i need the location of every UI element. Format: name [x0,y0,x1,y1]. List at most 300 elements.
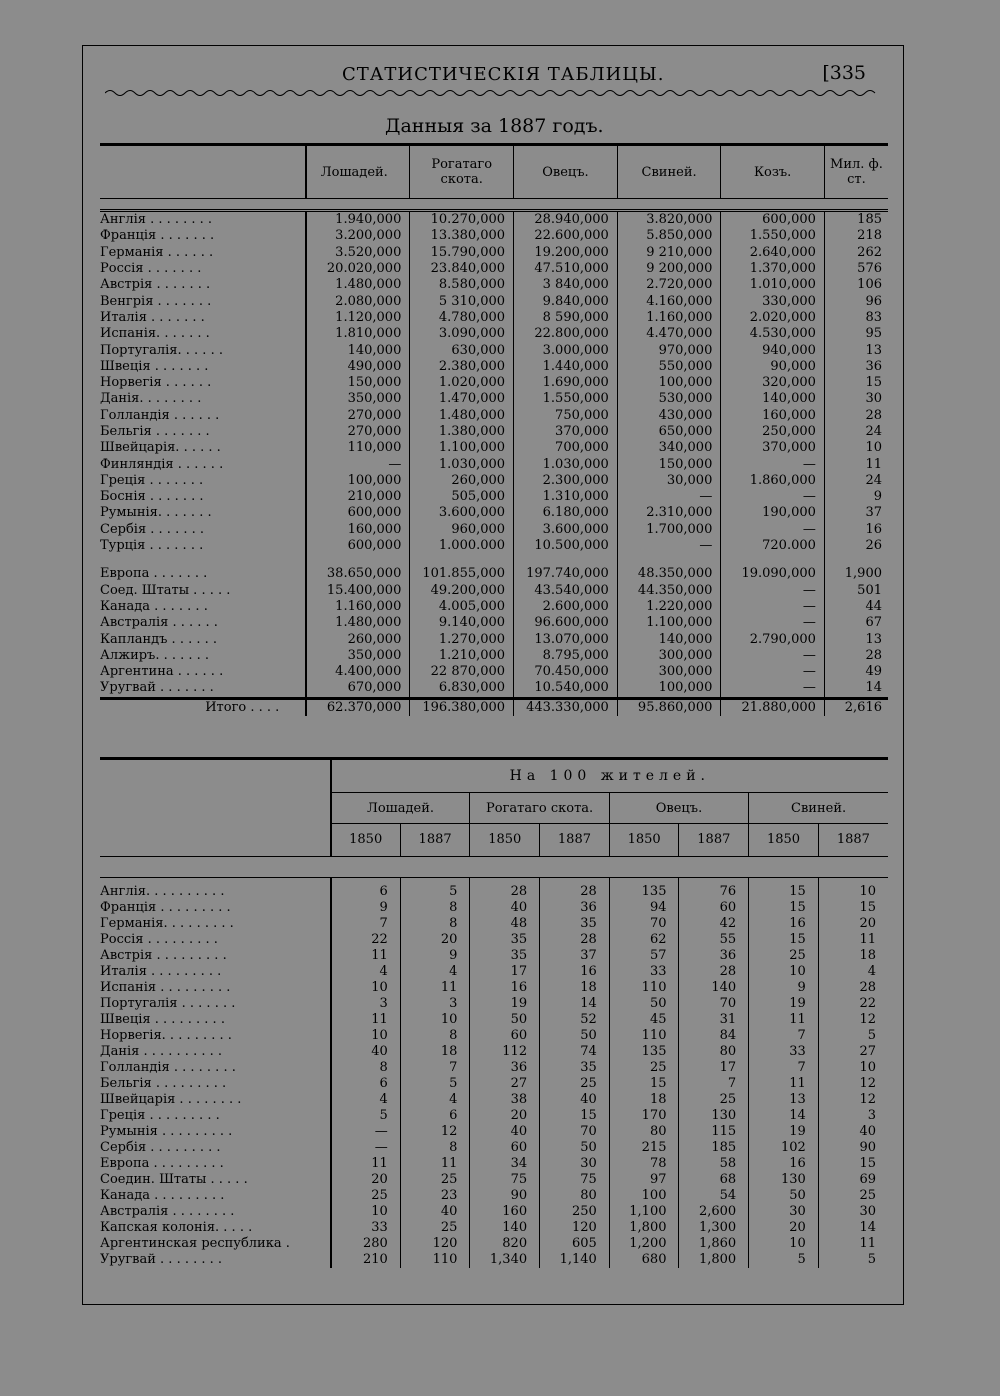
value-cell: 1.030,000 [410,456,514,472]
value-cell: 52 [540,1012,610,1028]
value-cell: 28.940,000 [514,211,618,229]
value-cell: 96 [824,293,888,309]
value-cell: 70 [609,916,679,932]
table-row [100,375,888,391]
country-name: Соедин. Штаты . . . . . [100,1171,248,1187]
value-cell: 35 [470,948,540,964]
value-cell: 6.830,000 [410,680,514,698]
value-cell: 10.500,000 [514,538,618,554]
value-cell: 3 [331,996,401,1012]
table-row [100,211,888,229]
value-cell: 370,000 [721,440,825,456]
value-cell: 40 [818,1124,888,1140]
country-name: Бельгія . . . . . . . [100,424,210,439]
value-cell: 110 [609,1028,679,1044]
year-header: 1850 [749,824,819,857]
value-cell: 80 [679,1044,749,1060]
value-cell: 1.470,000 [410,391,514,407]
value-cell: 1.030,000 [514,456,618,472]
value-cell: 97 [609,1172,679,1188]
table-row [100,1156,888,1172]
value-cell: 1,900 [824,566,888,582]
value-cell: 75 [470,1172,540,1188]
value-cell: 12 [818,1092,888,1108]
value-cell: 1.100,000 [617,615,721,631]
value-cell: 170 [609,1108,679,1124]
table-row [100,583,888,599]
value-cell: — [721,489,825,505]
value-cell: 40 [400,1204,470,1220]
value-cell: 160,000 [306,522,410,538]
value-cell: 37 [540,948,610,964]
table-row [100,342,888,358]
value-cell: 4.160,000 [617,293,721,309]
value-cell: 1.700,000 [617,522,721,538]
value-cell: 10.540,000 [514,680,618,698]
value-cell: 49.200,000 [410,583,514,599]
value-cell: 8 [400,900,470,916]
value-cell: 9 [400,948,470,964]
table-row [100,1236,888,1252]
value-cell: 1.000.000 [410,538,514,554]
value-cell: 35 [540,1060,610,1076]
value-cell: 33 [331,1220,401,1236]
value-cell: 19 [749,1124,819,1140]
table-row [100,359,888,375]
value-cell: 2.300,000 [514,473,618,489]
table-row [100,1188,888,1204]
value-cell: 30 [540,1156,610,1172]
value-cell: 48 [470,916,540,932]
value-cell: 2.080,000 [306,293,410,309]
table-row [100,1172,888,1188]
value-cell: 14 [818,1220,888,1236]
value-cell: 19.090,000 [721,566,825,582]
value-cell: 50 [470,1012,540,1028]
value-cell: 4.780,000 [410,310,514,326]
value-cell: 5 [818,1252,888,1268]
value-cell: 25 [400,1220,470,1236]
value-cell: 4.470,000 [617,326,721,342]
value-cell: 34 [470,1156,540,1172]
col-goats: Козъ. [721,145,825,199]
country-name: Канада . . . . . . . [100,598,208,614]
value-cell: 1,100 [609,1204,679,1220]
value-cell: 100,000 [306,473,410,489]
table-row [100,1124,888,1140]
value-cell: 38.650,000 [306,566,410,582]
value-cell: 112 [470,1044,540,1060]
value-cell: 11 [818,932,888,948]
value-cell: 22.600,000 [514,228,618,244]
value-cell: 78 [609,1156,679,1172]
value-cell: 1.010,000 [721,277,825,293]
table-row [100,996,888,1012]
value-cell: 2.020,000 [721,310,825,326]
table-row [100,615,888,631]
group-horses: Лошадей. [331,793,470,824]
value-cell: 37 [824,505,888,521]
table-row [100,1220,888,1236]
table-row [100,1108,888,1124]
value-cell: 3.820,000 [617,211,721,229]
value-cell: 110 [609,980,679,996]
table-row [100,980,888,996]
value-cell: 5 310,000 [410,293,514,309]
value-cell: 40 [470,900,540,916]
value-cell: 6 [400,1108,470,1124]
country-name: Сербія . . . . . . . [100,521,204,537]
value-cell: 25 [818,1188,888,1204]
value-cell: 5 [818,1028,888,1044]
value-cell: 28 [818,980,888,996]
value-cell: 1,800 [679,1252,749,1268]
col-cattle: Рогатаго скота. [410,145,514,199]
value-cell: 5 [331,1108,401,1124]
value-cell: 18 [400,1044,470,1060]
country-name: Швейцарія . . . . . . . . [100,1091,242,1107]
value-cell: 1,800 [609,1220,679,1236]
value-cell: 16 [749,916,819,932]
value-cell: 20 [818,916,888,932]
value-cell: 9 200,000 [617,261,721,277]
value-cell: 10 [331,1204,401,1220]
value-cell: 960,000 [410,522,514,538]
country-name: Франція . . . . . . . . . [100,899,231,915]
value-cell: 9 [824,489,888,505]
value-cell: 330,000 [721,293,825,309]
country-name: Турція . . . . . . . [100,538,204,554]
year-header: 1850 [470,824,540,857]
country-name: Норвегія . . . . . . [100,375,212,391]
group-cattle: Рогатаго скота. [470,793,609,824]
value-cell: 3.000,000 [514,342,618,358]
value-cell: 1.100,000 [410,440,514,456]
value-cell: 14 [824,680,888,698]
value-cell: 30 [749,1204,819,1220]
value-cell: 280 [331,1236,401,1252]
header-blank [100,145,306,199]
value-cell: 262 [824,245,888,261]
value-cell: 17 [470,964,540,980]
value-cell: 3 840,000 [514,277,618,293]
value-cell: 38 [470,1092,540,1108]
value-cell: 28 [824,408,888,424]
value-cell: 215 [609,1140,679,1156]
value-cell: — [721,615,825,631]
value-cell: 185 [679,1140,749,1156]
group-pigs: Свиней. [749,793,888,824]
value-cell: 4.530,000 [721,326,825,342]
running-title: СТАТИСТИЧЕСКІЯ ТАБЛИЦЫ. [342,64,665,85]
value-cell: 130 [679,1108,749,1124]
value-cell: 260,000 [306,631,410,647]
value-cell: — [721,522,825,538]
value-cell: 10 [749,964,819,980]
value-cell: 60 [470,1028,540,1044]
table-row [100,261,888,277]
country-name: Уругвай . . . . . . . [100,680,214,696]
total-row [100,698,888,716]
value-cell: — [306,456,410,472]
value-cell: 35 [540,916,610,932]
value-cell: 270,000 [306,424,410,440]
country-name: Испанія . . . . . . . . . [100,979,231,995]
value-cell: 160,000 [721,408,825,424]
value-cell: 30 [824,391,888,407]
year-header: 1887 [400,824,470,857]
decorative-rule [105,88,880,98]
value-cell: 218 [824,228,888,244]
country-name: Канада . . . . . . . . . [100,1187,225,1203]
table-row [100,293,888,309]
table-row [100,408,888,424]
value-cell: 8 [400,916,470,932]
value-cell: 9.140,000 [410,615,514,631]
country-name: Данія. . . . . . . . [100,391,202,407]
value-cell: 600,000 [721,211,825,229]
value-cell: 8 [331,1060,401,1076]
value-cell: 90 [470,1188,540,1204]
value-cell: 270,000 [306,408,410,424]
country-name: Италія . . . . . . . [100,309,205,325]
value-cell: 2.600,000 [514,599,618,615]
value-cell: 1.270,000 [410,631,514,647]
total-label: Итого . . . . [100,698,306,716]
year-header: 1887 [540,824,610,857]
value-cell: 6 [331,877,401,900]
value-cell: 2.380,000 [410,359,514,375]
value-cell: 550,000 [617,359,721,375]
value-cell: 3.520,000 [306,245,410,261]
value-cell: 12 [400,1124,470,1140]
value-cell: 13.070,000 [514,631,618,647]
value-cell: 19.200,000 [514,245,618,261]
value-cell: 13 [824,342,888,358]
value-cell: 115 [679,1124,749,1140]
value-cell: 28 [470,877,540,900]
table-row [100,631,888,647]
value-cell: 102 [749,1140,819,1156]
country-name: Капландъ . . . . . . [100,631,218,647]
table-row [100,228,888,244]
value-cell: 44 [824,599,888,615]
table-row [100,916,888,932]
value-cell: 11 [749,1012,819,1028]
value-cell: 2.310,000 [617,505,721,521]
value-cell: 7 [749,1060,819,1076]
value-cell: 9 210,000 [617,245,721,261]
country-name: Швеція . . . . . . . . . [100,1011,225,1027]
table-row [100,948,888,964]
value-cell: 75 [540,1172,610,1188]
value-cell: — [617,538,721,554]
table-row [100,277,888,293]
value-cell: 25 [400,1172,470,1188]
total-value: 62.370,000 [306,698,410,716]
country-name: Австралія . . . . . . . . [100,1203,235,1219]
value-cell: 490,000 [306,359,410,375]
value-cell: 23 [400,1188,470,1204]
value-cell: 110,000 [306,440,410,456]
value-cell: 40 [540,1092,610,1108]
value-cell: 16 [824,522,888,538]
value-cell: — [331,1124,401,1140]
value-cell: 69 [818,1172,888,1188]
value-cell: 600,000 [306,538,410,554]
value-cell: 600,000 [306,505,410,521]
value-cell: 1.550,000 [514,391,618,407]
table-row [100,599,888,615]
country-name: Греція . . . . . . . [100,472,204,488]
value-cell: 2.790,000 [721,631,825,647]
value-cell: 24 [824,424,888,440]
value-cell: 185 [824,211,888,229]
value-cell: 260,000 [410,473,514,489]
table-row [100,566,888,582]
total-value: 21.880,000 [721,698,825,716]
value-cell: 12 [818,1012,888,1028]
country-name: Австралія . . . . . . [100,615,218,631]
value-cell: 25 [679,1092,749,1108]
group-sheep: Овецъ. [609,793,748,824]
value-cell: 50 [540,1028,610,1044]
value-cell: 74 [540,1044,610,1060]
value-cell: 4 [400,964,470,980]
value-cell: 720.000 [721,538,825,554]
value-cell: 9.840,000 [514,293,618,309]
value-cell: 340,000 [617,440,721,456]
value-cell: 140,000 [721,391,825,407]
table-row [100,538,888,554]
value-cell: 1,860 [679,1236,749,1252]
value-cell: 49 [824,664,888,680]
value-cell: 40 [331,1044,401,1060]
value-cell: 28 [824,648,888,664]
value-cell: 10.270,000 [410,211,514,229]
value-cell: 14 [540,996,610,1012]
value-cell: 1,140 [540,1252,610,1268]
value-cell: — [721,664,825,680]
value-cell: 7 [331,916,401,932]
table-row [100,900,888,916]
value-cell: 11 [331,948,401,964]
value-cell: 30 [818,1204,888,1220]
value-cell: 20 [470,1108,540,1124]
value-cell: 680 [609,1252,679,1268]
value-cell: 18 [609,1092,679,1108]
country-name: Франція . . . . . . . [100,228,215,244]
value-cell: 605 [540,1236,610,1252]
value-cell: 3.200,000 [306,228,410,244]
value-cell: 40 [470,1124,540,1140]
table-row [100,1012,888,1028]
value-cell: 14 [749,1108,819,1124]
table-row [100,424,888,440]
value-cell: 160 [470,1204,540,1220]
value-cell: 15.790,000 [410,245,514,261]
value-cell: 25 [331,1188,401,1204]
value-cell: 3.090,000 [410,326,514,342]
value-cell: 24 [824,473,888,489]
value-cell: 4 [400,1092,470,1108]
table-row [100,1204,888,1220]
value-cell: 1.310,000 [514,489,618,505]
value-cell: 140,000 [306,342,410,358]
value-cell: 7 [749,1028,819,1044]
country-name: Германія . . . . . . [100,244,214,260]
table-row [100,522,888,538]
value-cell: 22 [818,996,888,1012]
table-row [100,1028,888,1044]
value-cell: 750,000 [514,408,618,424]
value-cell: 1.480,000 [306,277,410,293]
country-name: Голландія . . . . . . [100,407,220,423]
country-name: Италія . . . . . . . . . [100,963,222,979]
value-cell: — [721,583,825,599]
value-cell: 5 [749,1252,819,1268]
value-cell: 1.120,000 [306,310,410,326]
value-cell: 670,000 [306,680,410,698]
value-cell: 4 [331,1092,401,1108]
value-cell: 43.540,000 [514,583,618,599]
country-name: Россія . . . . . . . [100,261,202,277]
table-row [100,456,888,472]
value-cell: 1.380,000 [410,424,514,440]
value-cell: 16 [470,980,540,996]
table-row [100,648,888,664]
value-cell: 4.005,000 [410,599,514,615]
value-cell: 2.720,000 [617,277,721,293]
value-cell: 11 [818,1236,888,1252]
country-name: Греція . . . . . . . . . [100,1107,220,1123]
col-pigs: Свиней. [617,145,721,199]
country-name: Сербія . . . . . . . . . [100,1139,221,1155]
value-cell: 84 [679,1028,749,1044]
value-cell: 110 [400,1252,470,1268]
value-cell: 18 [818,948,888,964]
value-cell: 100,000 [617,375,721,391]
value-cell: 250 [540,1204,610,1220]
value-cell: 25 [609,1060,679,1076]
value-cell: 27 [818,1044,888,1060]
value-cell: 1,200 [609,1236,679,1252]
value-cell: 26 [824,538,888,554]
value-cell: 190,000 [721,505,825,521]
country-name: Финляндія . . . . . . [100,456,224,472]
table-row [100,877,888,900]
value-cell: 11 [331,1156,401,1172]
value-cell: 650,000 [617,424,721,440]
value-cell: 8 [400,1140,470,1156]
per-100-inhabitants-table [100,757,888,1268]
value-cell: 9 [331,900,401,916]
value-cell: 80 [609,1124,679,1140]
country-name: Данія . . . . . . . . . . [100,1043,222,1059]
country-name: Норвегія. . . . . . . . . [100,1027,232,1043]
value-cell: 3.600,000 [514,522,618,538]
table-row [100,680,888,698]
value-cell: 120 [400,1236,470,1252]
value-cell: 1,340 [470,1252,540,1268]
total-value: 196.380,000 [410,698,514,716]
value-cell: 9 [749,980,819,996]
value-cell: 1.690,000 [514,375,618,391]
col-horses: Лошадей. [306,145,410,199]
value-cell: 2.640,000 [721,245,825,261]
value-cell: 33 [609,964,679,980]
year-header: 1887 [818,824,888,857]
